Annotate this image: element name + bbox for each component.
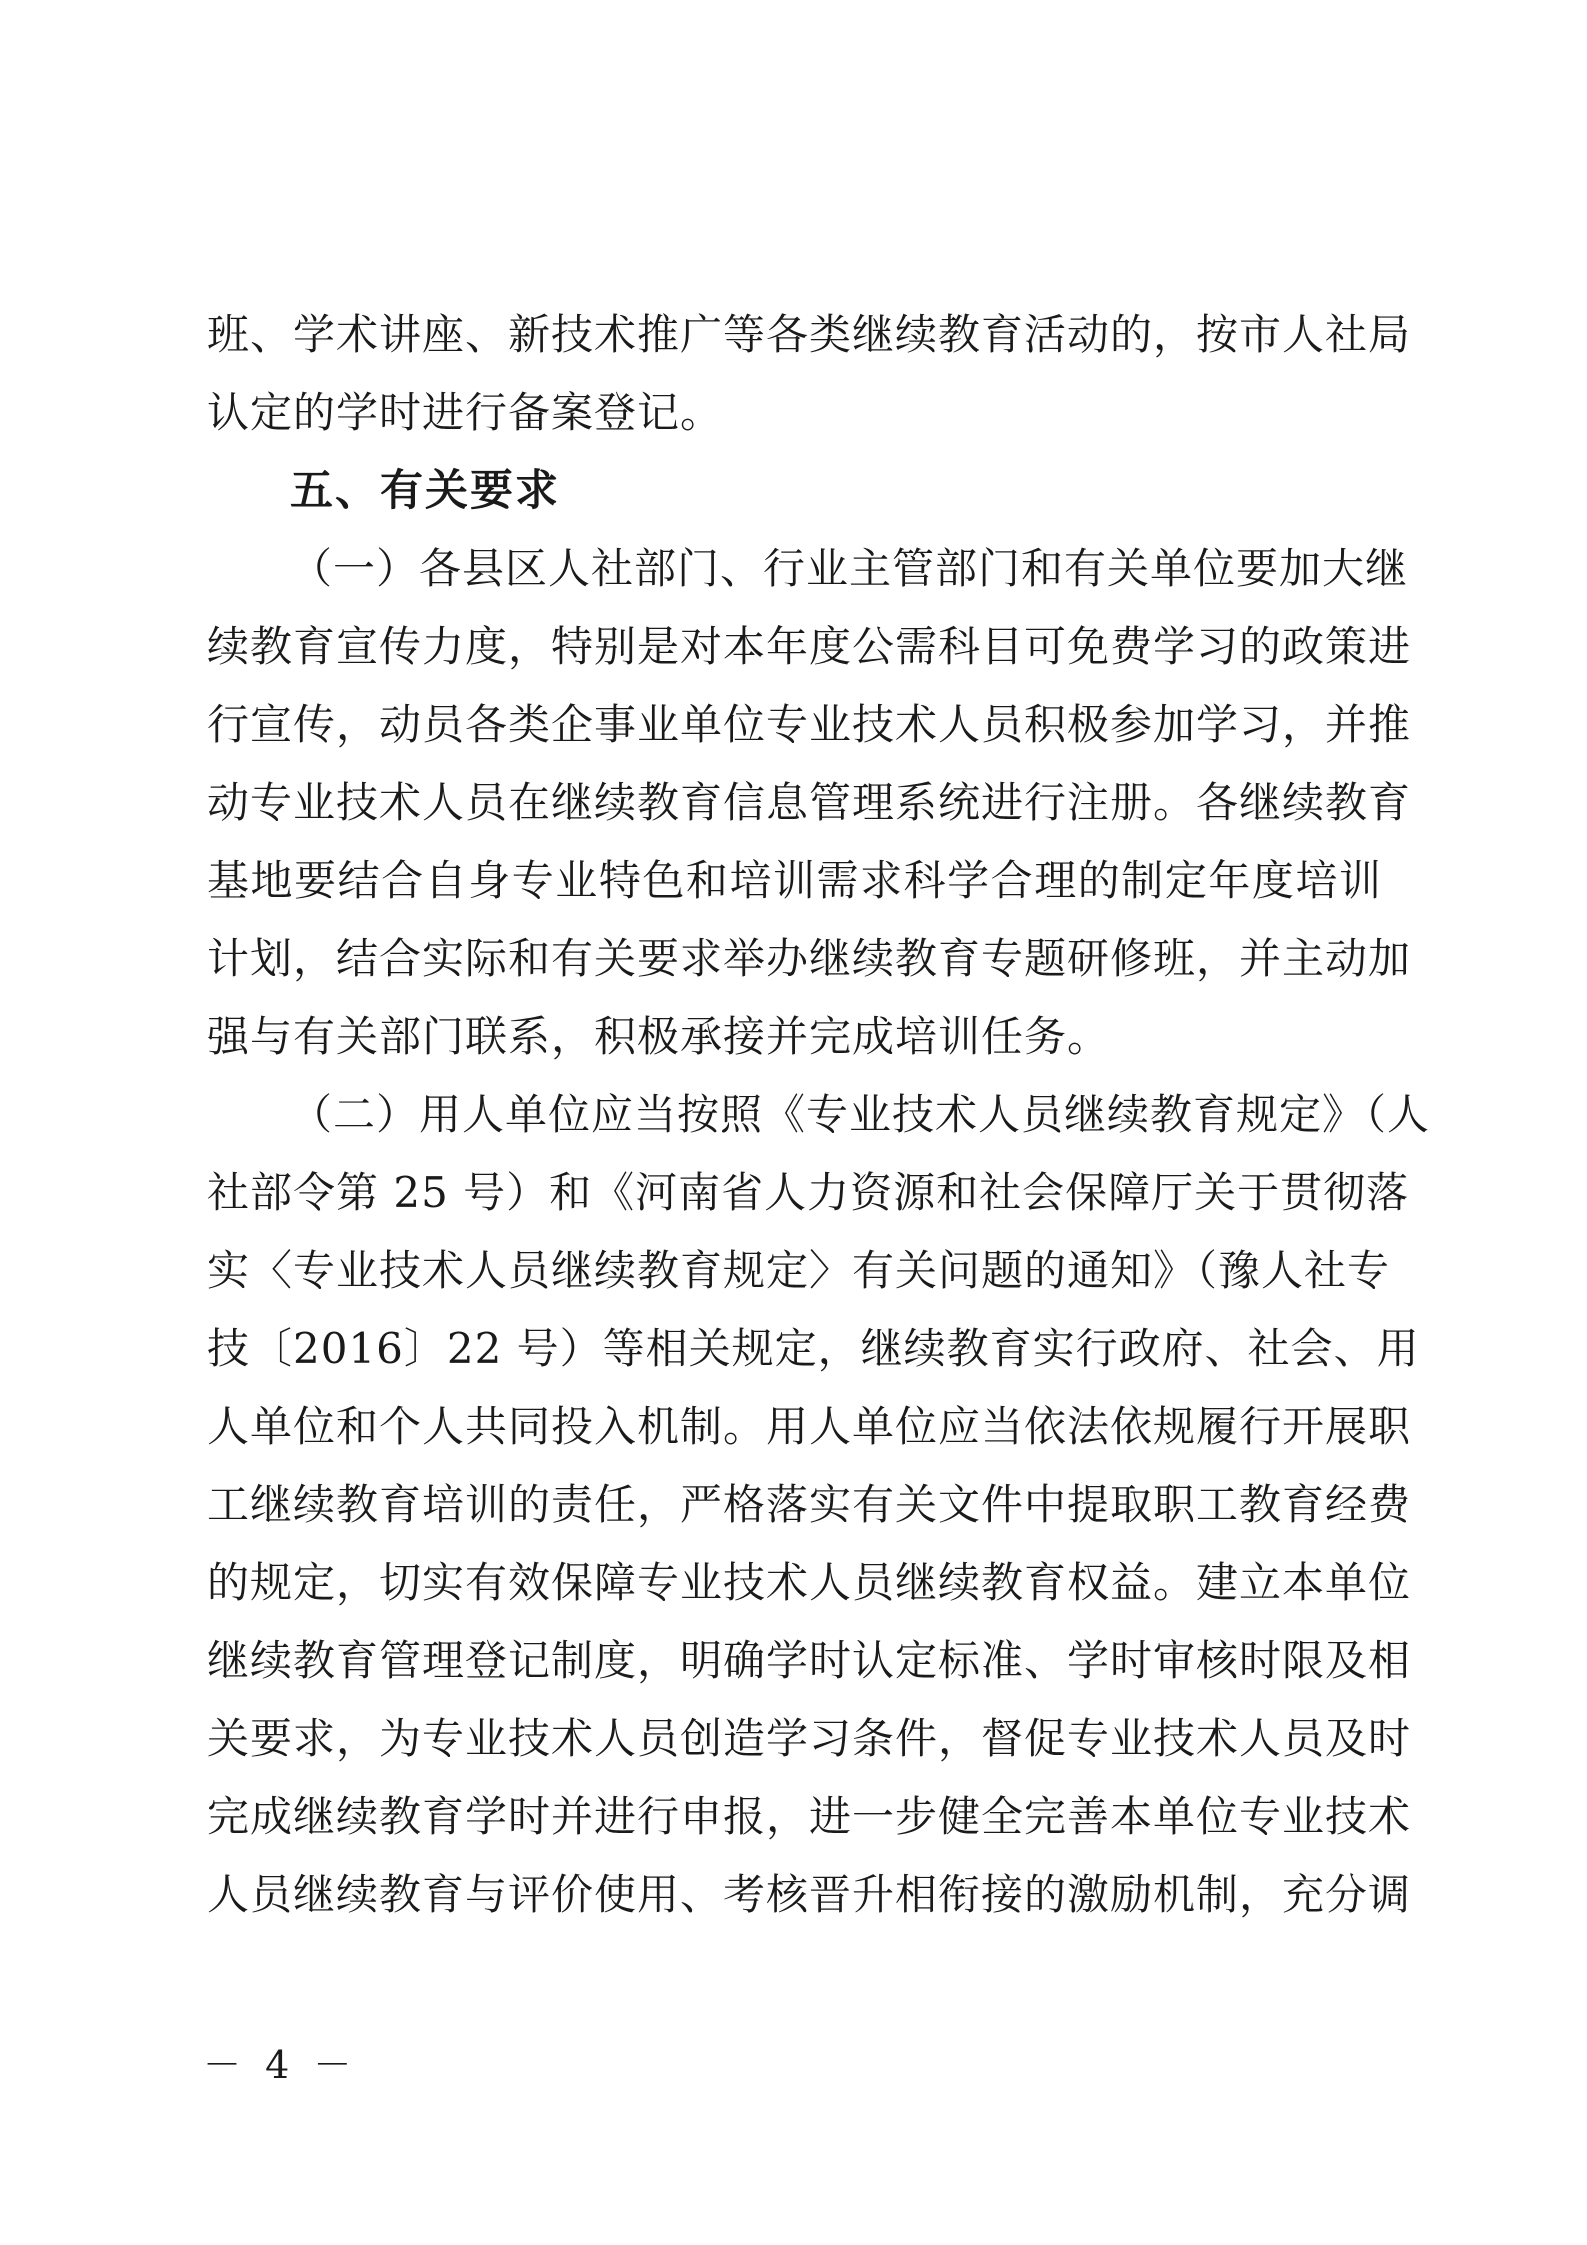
page-number: － 4 － xyxy=(203,2043,358,2087)
paragraph-2-line: （二）用人单位应当按照《专业技术人员继续教育规定》（人 xyxy=(290,1090,1431,1139)
text-line: 班、学术讲座、新技术推广等各类继续教育活动的，按市人社局 xyxy=(207,310,1412,359)
paragraph-1-line: 基地要结合自身专业特色和培训需求科学合理的制定年度培训 xyxy=(207,856,1382,905)
paragraph-2-line: 继续教育管理登记制度，明确学时认定标准、学时审核时限及相 xyxy=(207,1636,1412,1685)
paragraph-2-line: 人员继续教育与评价使用、考核晋升相衔接的激励机制，充分调 xyxy=(207,1870,1412,1919)
paragraph-2-line: 技〔2016〕22 号）等相关规定，继续教育实行政府、社会、用 xyxy=(207,1324,1420,1373)
text-line: 认定的学时进行备案登记。 xyxy=(207,388,724,437)
paragraph-1-line: 行宣传，动员各类企事业单位专业技术人员积极参加学习，并推 xyxy=(207,700,1412,749)
paragraph-2-line: 社部令第 25 号）和《河南省人力资源和社会保障厅关于贯彻落 xyxy=(207,1168,1410,1217)
paragraph-1-line: 续教育宣传力度，特别是对本年度公需科目可免费学习的政策进 xyxy=(207,622,1412,671)
paragraph-2-line: 人单位和个人共同投入机制。用人单位应当依法依规履行开展职 xyxy=(207,1402,1412,1451)
paragraph-1-line: 强与有关部门联系，积极承接并完成培训任务。 xyxy=(207,1012,1111,1061)
paragraph-2-line: 工继续教育培训的责任，严格落实有关文件中提取职工教育经费 xyxy=(207,1480,1412,1529)
paragraph-2-line: 关要求，为专业技术人员创造学习条件，督促专业技术人员及时 xyxy=(207,1714,1412,1763)
paragraph-1-line: 动专业技术人员在继续教育信息管理系统进行注册。各继续教育 xyxy=(207,778,1412,827)
paragraph-1-line: （一）各县区人社部门、行业主管部门和有关单位要加大继 xyxy=(290,544,1409,593)
paragraph-1-line: 计划，结合实际和有关要求举办继续教育专题研修班，并主动加 xyxy=(207,934,1412,983)
section-heading: 五、有关要求 xyxy=(290,466,560,516)
paragraph-2-line: 完成继续教育学时并进行申报，进一步健全完善本单位专业技术 xyxy=(207,1792,1412,1841)
paragraph-2-line: 的规定，切实有效保障专业技术人员继续教育权益。建立本单位 xyxy=(207,1558,1412,1607)
paragraph-2-line: 实〈专业技术人员继续教育规定〉有关问题的通知》（豫人社专 xyxy=(207,1246,1391,1295)
